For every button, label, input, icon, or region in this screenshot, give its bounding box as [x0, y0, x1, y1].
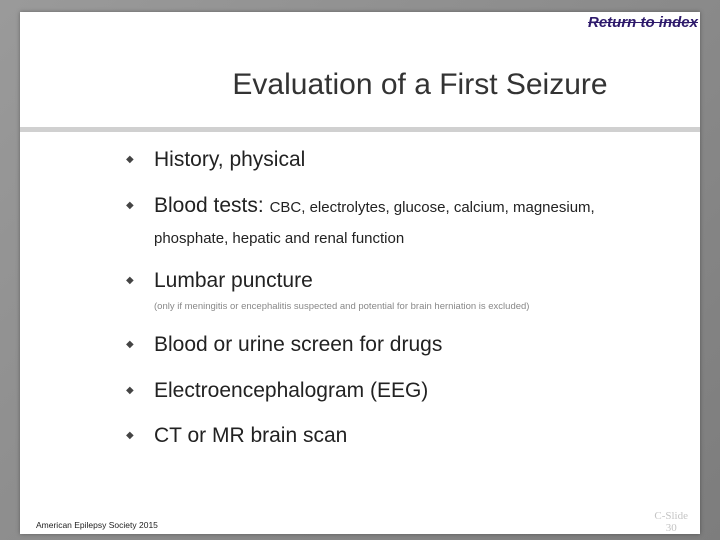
slide-number	[654, 510, 688, 534]
bullet-note: (only if meningitis or encephalitis suspected and potential for brain herniation is excluded)	[154, 301, 530, 312]
list-item	[126, 424, 347, 448]
bullet-icon: ◆	[126, 430, 134, 441]
return-to-index-link[interactable]: Return to index	[587, 14, 698, 31]
slide-title: Evaluation of a First Seizure	[232, 68, 608, 101]
slide-number-label: C-Slide	[654, 510, 688, 522]
bullet-icon: ◆	[126, 339, 134, 350]
slide-canvas	[20, 12, 700, 534]
bullet-icon: ◆	[126, 154, 134, 165]
bullet-icon: ◆	[126, 275, 134, 286]
list-item	[126, 333, 442, 357]
bullet-text: Blood or urine screen for drugs	[154, 333, 443, 356]
footer-credit: American Epilepsy Society 2015	[36, 520, 158, 530]
bullet-inline: CBC, electrolytes, glucose, calcium, magnesium,	[269, 199, 595, 216]
list-item	[126, 148, 305, 172]
bullet-text: Electroencephalogram (EEG)	[154, 379, 429, 402]
list-item	[126, 194, 595, 218]
bullet-continuation: phosphate, hepatic and renal function	[154, 230, 405, 247]
bullet-icon: ◆	[126, 200, 134, 211]
list-item	[126, 269, 313, 293]
bullet-text: Lumbar puncture	[154, 269, 313, 292]
bullet-icon: ◆	[126, 385, 134, 396]
slide-number-value: 30	[665, 522, 677, 534]
title-divider	[20, 127, 700, 132]
bullet-text: CT or MR brain scan	[154, 424, 348, 447]
bullet-text	[154, 194, 595, 218]
bullet-lead: Blood tests:	[154, 194, 264, 217]
list-item	[126, 379, 428, 403]
bullet-text: History, physical	[154, 148, 306, 171]
